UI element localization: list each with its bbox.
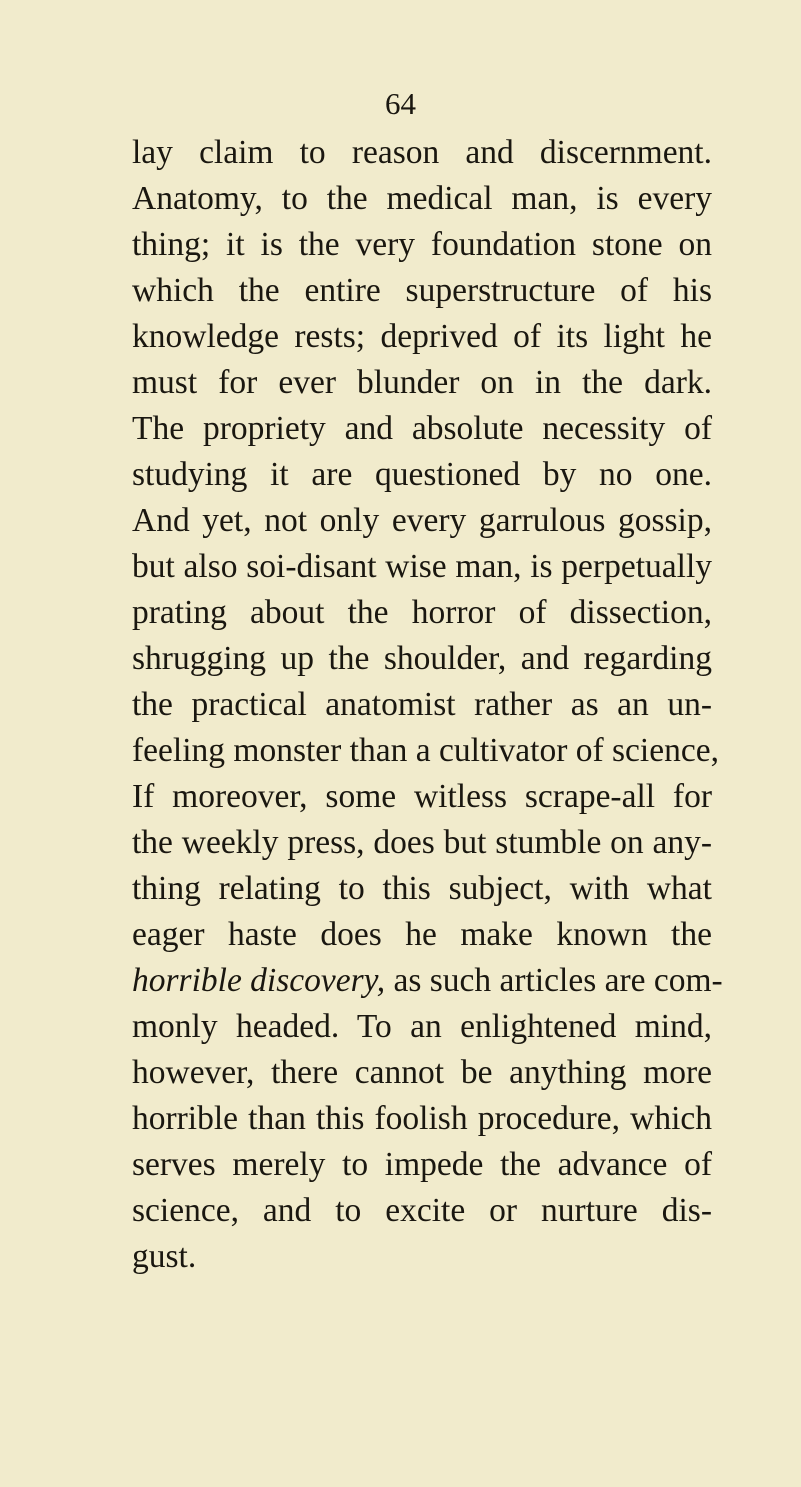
- text-line: shrugging up the shoulder, and regarding: [132, 640, 712, 677]
- text-line: thing relating to this subject, with what: [132, 870, 712, 907]
- text-line: And yet, not only every garrulous gossip,: [132, 502, 712, 539]
- text-line-rest: as such articles are com-: [393, 962, 723, 999]
- text-line-with-italic: [132, 958, 723, 1004]
- text-line: prating about the horror of dissection,: [132, 594, 712, 631]
- text-line: monly headed. To an enlightened mind,: [132, 1008, 712, 1045]
- text-line: studying it are questioned by no one.: [132, 456, 712, 493]
- text-line: the practical anatomist rather as an un-: [132, 686, 712, 723]
- text-line: the weekly press, does but stumble on any-: [132, 824, 712, 861]
- body-paragraph: [132, 130, 723, 1280]
- text-line: feeling monster than a cultivator of science,: [132, 732, 719, 769]
- text-line: lay claim to reason and discernment.: [132, 134, 712, 171]
- text-line: eager haste does he make known the: [132, 916, 712, 953]
- text-line: horrible than this foolish procedure, which: [132, 1100, 712, 1137]
- text-line: however, there cannot be anything more: [132, 1054, 712, 1091]
- text-line: knowledge rests; deprived of its light he: [132, 318, 712, 355]
- text-line: must for ever blunder on in the dark.: [132, 364, 712, 401]
- italic-phrase: horrible discovery,: [132, 962, 386, 999]
- text-line: If moreover, some witless scrape-all for: [132, 778, 712, 815]
- page-number: 64: [385, 86, 416, 121]
- text-line: gust.: [132, 1238, 197, 1275]
- text-line: which the entire superstructure of his: [132, 272, 712, 309]
- text-line: The propriety and absolute necessity of: [132, 410, 712, 447]
- text-line: thing; it is the very foundation stone on: [132, 226, 712, 263]
- text-line: science, and to excite or nurture dis-: [132, 1192, 712, 1229]
- text-line: serves merely to impede the advance of: [132, 1146, 712, 1183]
- text-line: Anatomy, to the medical man, is every: [132, 180, 712, 217]
- text-line: but also soi-disant wise man, is perpetually: [132, 548, 712, 585]
